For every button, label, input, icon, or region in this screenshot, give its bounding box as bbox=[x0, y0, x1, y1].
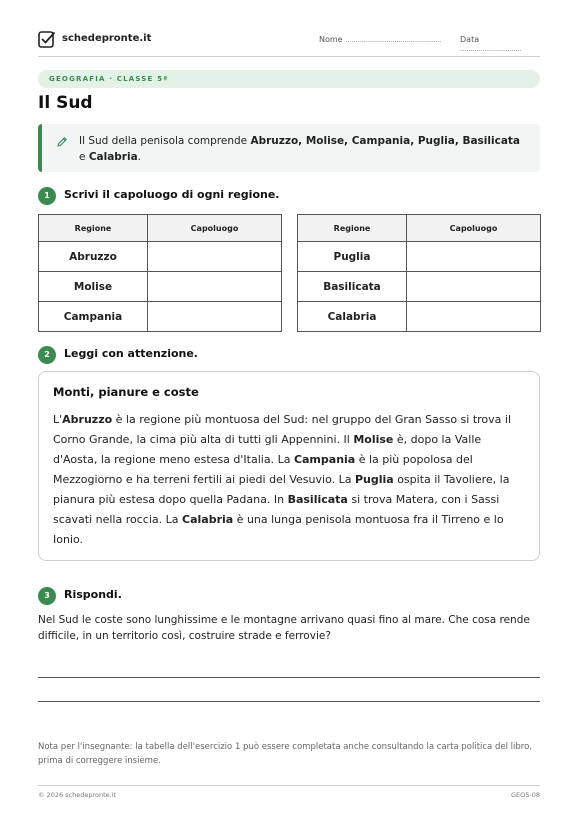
date-field[interactable] bbox=[460, 35, 540, 53]
exercise-title: Leggi con attenzione. bbox=[64, 347, 198, 360]
region-cell: Campania bbox=[39, 302, 148, 332]
reading-segment: si trova Matera, con i Sassi scavati nella roccia. La bbox=[53, 493, 500, 526]
column-header-region: Regione bbox=[39, 215, 148, 242]
subject-tag: GEOGRAFIA · CLASSE 5ª bbox=[38, 70, 540, 88]
exercise-number: 3 bbox=[38, 587, 56, 605]
intro-last-region: Calabria bbox=[88, 151, 138, 163]
region-name: Puglia bbox=[354, 473, 394, 486]
intro-text bbox=[79, 133, 529, 165]
footer-divider bbox=[38, 785, 540, 786]
region-name: Molise bbox=[353, 433, 394, 446]
region-cell: Molise bbox=[39, 272, 148, 302]
name-field[interactable] bbox=[319, 35, 441, 44]
capital-answer-cell[interactable] bbox=[148, 302, 282, 332]
answer-line[interactable] bbox=[38, 701, 540, 702]
table-row bbox=[298, 242, 541, 272]
table-row bbox=[298, 302, 541, 332]
intro-before: Il Sud della penisola comprende bbox=[79, 135, 251, 147]
exercise-number: 2 bbox=[38, 346, 56, 364]
footer-code: GEO5-08 bbox=[510, 791, 540, 799]
teacher-note: Nota per l'insegnante: la tabella dell'esercizio 1 può essere completata anche consultando la carta politica del libro, prima di correggere insieme. bbox=[38, 742, 532, 766]
column-header-capital: Capoluogo bbox=[407, 215, 541, 242]
page-header bbox=[38, 30, 540, 54]
name-line: ............................................... bbox=[345, 35, 442, 44]
date-label: Data bbox=[460, 35, 480, 44]
exercise-title: Scrivi il capoluogo di ogni regione. bbox=[64, 188, 280, 201]
checkmark-logo-icon bbox=[38, 30, 56, 48]
reading-segment: ospita il Tavoliere, la pianura più estesa dopo quella Padana. In bbox=[53, 473, 510, 506]
region-name: Abruzzo bbox=[62, 413, 113, 426]
region-cell: Calabria bbox=[298, 302, 407, 332]
exercise-title: Rispondi. bbox=[64, 588, 122, 601]
capital-answer-cell[interactable] bbox=[407, 302, 541, 332]
capitals-table-right bbox=[297, 214, 541, 332]
capital-answer-cell[interactable] bbox=[148, 242, 282, 272]
region-cell: Basilicata bbox=[298, 272, 407, 302]
reading-segment: è una lunga penisola montuosa fra il Tirreno e lo Ionio. bbox=[53, 513, 504, 546]
reading-segment: è la più popolosa del Mezzogiorno e ha terreni fertili ai piedi del Vesuvio. La bbox=[53, 453, 473, 486]
header-divider bbox=[38, 56, 540, 57]
page-title: Il Sud bbox=[38, 93, 93, 113]
table-row bbox=[39, 302, 282, 332]
region-name: Basilicata bbox=[287, 493, 348, 506]
intro-end: . bbox=[137, 151, 142, 163]
capital-answer-cell[interactable] bbox=[407, 242, 541, 272]
region-cell: Puglia bbox=[298, 242, 407, 272]
reading-segment: è, dopo la Valle d'Aosta, la regione meno estesa d'Italia. La bbox=[53, 433, 482, 466]
date-line: .............................. bbox=[460, 44, 522, 53]
reading-title: Monti, pianure e coste bbox=[53, 385, 199, 399]
answer-line[interactable] bbox=[38, 677, 540, 678]
question-text: Nel Sud le coste sono lunghissime e le montagne arrivano quasi fino al mare. Che cosa rende difficile, in un territorio così, costruire strade e ferrovie? bbox=[38, 614, 530, 642]
brand-name: schedepronte.it bbox=[62, 33, 152, 44]
intro-regions: Abruzzo, Molise, Campania, Puglia, Basilicata bbox=[250, 135, 521, 147]
region-cell: Abruzzo bbox=[39, 242, 148, 272]
pencil-icon bbox=[56, 136, 68, 148]
name-label: Nome bbox=[319, 35, 343, 44]
intro-box bbox=[38, 124, 540, 172]
table-row bbox=[298, 272, 541, 302]
capital-answer-cell[interactable] bbox=[407, 272, 541, 302]
region-name: Campania bbox=[293, 453, 356, 466]
exercise-number: 1 bbox=[38, 187, 56, 205]
reading-segment: L' bbox=[53, 413, 63, 426]
column-header-capital: Capoluogo bbox=[148, 215, 282, 242]
reading-text bbox=[53, 410, 523, 550]
reading-box bbox=[38, 371, 540, 561]
capital-answer-cell[interactable] bbox=[148, 272, 282, 302]
intro-and: e bbox=[79, 151, 89, 163]
footer-copyright: © 2026 schedepronte.it bbox=[38, 791, 117, 799]
table-row bbox=[39, 242, 282, 272]
reading-segment: è la regione più montuosa del Sud: nel gruppo del Gran Sasso si trova il Corno Grande, la cima più alta di tutti gli Appennini. Il bbox=[53, 413, 512, 446]
capitals-table-left bbox=[38, 214, 282, 332]
column-header-region: Regione bbox=[298, 215, 407, 242]
region-name: Calabria bbox=[182, 513, 234, 526]
table-row bbox=[39, 272, 282, 302]
